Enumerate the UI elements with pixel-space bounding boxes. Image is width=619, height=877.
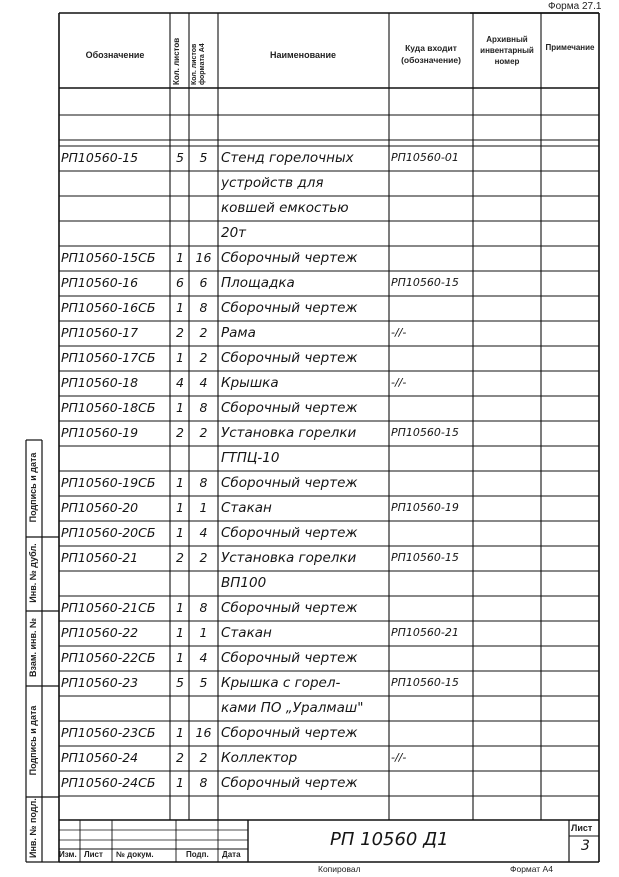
- row-name: устройств для: [221, 174, 324, 191]
- row-a4: 8: [199, 600, 208, 616]
- row-name: Стенд горелочных: [221, 149, 354, 166]
- stamp-sheet-number: 3: [581, 838, 590, 854]
- row-designation: РП10560-15СБ: [61, 250, 156, 266]
- row-sheets: 1: [176, 400, 184, 416]
- row-designation: РП10560-18СБ: [61, 400, 156, 416]
- side-label: Взам. инв. №: [28, 617, 38, 678]
- row-a4: 1: [199, 500, 208, 516]
- side-label: Подпись и дата: [28, 705, 38, 776]
- row-a4: 4: [199, 650, 208, 666]
- row-sheets: 1: [176, 250, 184, 266]
- row-designation: РП10560-16СБ: [61, 300, 156, 316]
- row-goes-to: РП10560-19: [391, 501, 459, 515]
- row-sheets: 1: [176, 625, 184, 641]
- header-name: Наименование: [269, 50, 337, 60]
- stamp-col-change: Изм.: [59, 850, 77, 859]
- row-name: Крышка с горел-: [221, 674, 341, 691]
- row-designation: РП10560-17: [61, 325, 139, 341]
- row-a4: 5: [199, 150, 208, 166]
- row-designation: РП10560-22СБ: [61, 650, 156, 666]
- row-designation: РП10560-16: [61, 275, 139, 291]
- row-goes-to: РП10560-15: [391, 551, 459, 565]
- row-goes-to: РП10560-15: [391, 276, 459, 290]
- row-a4: 2: [199, 425, 208, 441]
- header-designation: Обозначение: [85, 50, 145, 60]
- row-name: Сборочный чертеж: [221, 249, 358, 266]
- row-a4: 5: [199, 675, 208, 691]
- row-a4: 16: [195, 725, 212, 741]
- row-sheets: 2: [176, 550, 184, 566]
- row-sheets: 5: [176, 675, 184, 691]
- row-designation: РП10560-24: [61, 750, 139, 766]
- row-name: Сборочный чертеж: [221, 599, 358, 616]
- row-a4: 8: [199, 400, 208, 416]
- row-name: 20т: [221, 224, 247, 241]
- row-name: Сборочный чертеж: [221, 649, 358, 666]
- header-a4-count: Кол. листов формата А4: [191, 43, 206, 85]
- row-name: Сборочный чертеж: [221, 299, 358, 316]
- row-sheets: 1: [176, 600, 184, 616]
- row-goes-to: РП10560-15: [391, 676, 459, 690]
- row-sheets: 1: [176, 500, 184, 516]
- stamp-col-sheet: Лист: [84, 850, 103, 859]
- stamp-designation: РП 10560 Д1: [330, 829, 449, 850]
- row-a4: 1: [199, 625, 208, 641]
- stamp-col-date: Дата: [222, 850, 241, 859]
- row-name: Сборочный чертеж: [221, 524, 358, 541]
- row-a4: 2: [199, 750, 208, 766]
- row-goes-to: -//-: [391, 751, 407, 765]
- row-name: ВП100: [221, 574, 267, 591]
- row-a4: 8: [199, 475, 208, 491]
- row-designation: РП10560-23СБ: [61, 725, 156, 741]
- row-designation: РП10560-20СБ: [61, 525, 156, 541]
- row-goes-to: -//-: [391, 326, 407, 340]
- row-sheets: 1: [176, 300, 184, 316]
- form-label: Форма 27.1: [548, 1, 602, 12]
- header-sheets-count: Кол. листов: [172, 37, 181, 85]
- row-goes-to: РП10560-15: [391, 426, 459, 440]
- row-name: ГТПЦ-10: [221, 449, 280, 466]
- row-goes-to: -//-: [391, 376, 407, 390]
- row-a4: 2: [199, 350, 208, 366]
- side-label: Инв. № подл.: [28, 798, 38, 858]
- row-name: ками ПО „Уралмаш": [221, 699, 364, 716]
- row-sheets: 6: [176, 275, 184, 291]
- row-sheets: 1: [176, 650, 184, 666]
- row-designation: РП10560-19СБ: [61, 475, 156, 491]
- row-sheets: 5: [176, 150, 184, 166]
- row-sheets: 1: [176, 475, 184, 491]
- stamp-col-doc: № докум.: [116, 850, 154, 859]
- header-goes-to: Куда входит (обозначение): [401, 43, 461, 65]
- stamp-col-sign: Подп.: [186, 850, 209, 859]
- row-designation: РП10560-18: [61, 375, 139, 391]
- row-name: Установка горелки: [221, 549, 357, 566]
- row-sheets: 2: [176, 425, 184, 441]
- row-sheets: 1: [176, 775, 184, 791]
- row-a4: 8: [199, 300, 208, 316]
- footer-format: Формат А4: [510, 864, 553, 874]
- row-name: Крышка: [221, 374, 279, 391]
- row-a4: 2: [199, 550, 208, 566]
- stamp-sheet-label: Лист: [571, 823, 593, 833]
- row-name: ковшей емкостью: [221, 199, 349, 216]
- row-designation: РП10560-22: [61, 625, 139, 641]
- row-designation: РП10560-21: [61, 550, 139, 566]
- row-sheets: 1: [176, 525, 184, 541]
- row-name: Сборочный чертеж: [221, 349, 358, 366]
- row-name: Сборочный чертеж: [221, 399, 358, 416]
- side-label: Подпись и дата: [28, 452, 38, 523]
- row-designation: РП10560-23: [61, 675, 139, 691]
- row-sheets: 2: [176, 750, 184, 766]
- row-goes-to: РП10560-01: [391, 151, 459, 165]
- row-name: Стакан: [221, 624, 272, 641]
- row-name: Стакан: [221, 499, 272, 516]
- row-designation: РП10560-24СБ: [61, 775, 156, 791]
- header-archive: Архивный инвентарный номер: [480, 35, 534, 66]
- row-a4: 8: [199, 775, 208, 791]
- row-sheets: 1: [176, 725, 184, 741]
- row-designation: РП10560-21СБ: [61, 600, 156, 616]
- row-name: Сборочный чертеж: [221, 774, 358, 791]
- header-note: Примечание: [545, 43, 595, 52]
- row-a4: 4: [199, 525, 208, 541]
- row-sheets: 2: [176, 325, 184, 341]
- row-sheets: 1: [176, 350, 184, 366]
- footer-copied: Копировал: [318, 864, 361, 874]
- row-sheets: 4: [176, 375, 184, 391]
- row-a4: 6: [199, 275, 208, 291]
- row-name: Коллектор: [221, 749, 298, 766]
- row-a4: 4: [199, 375, 208, 391]
- row-designation: РП10560-17СБ: [61, 350, 156, 366]
- row-name: Установка горелки: [221, 424, 357, 441]
- row-goes-to: РП10560-21: [391, 626, 459, 640]
- row-name: Площадка: [221, 274, 295, 291]
- row-name: Рама: [221, 324, 256, 341]
- row-name: Сборочный чертеж: [221, 474, 358, 491]
- row-designation: РП10560-20: [61, 500, 139, 516]
- row-a4: 16: [195, 250, 212, 266]
- row-designation: РП10560-15: [61, 150, 139, 166]
- row-name: Сборочный чертеж: [221, 724, 358, 741]
- row-a4: 2: [199, 325, 208, 341]
- side-label: Инв. № дубл.: [28, 543, 38, 603]
- row-designation: РП10560-19: [61, 425, 139, 441]
